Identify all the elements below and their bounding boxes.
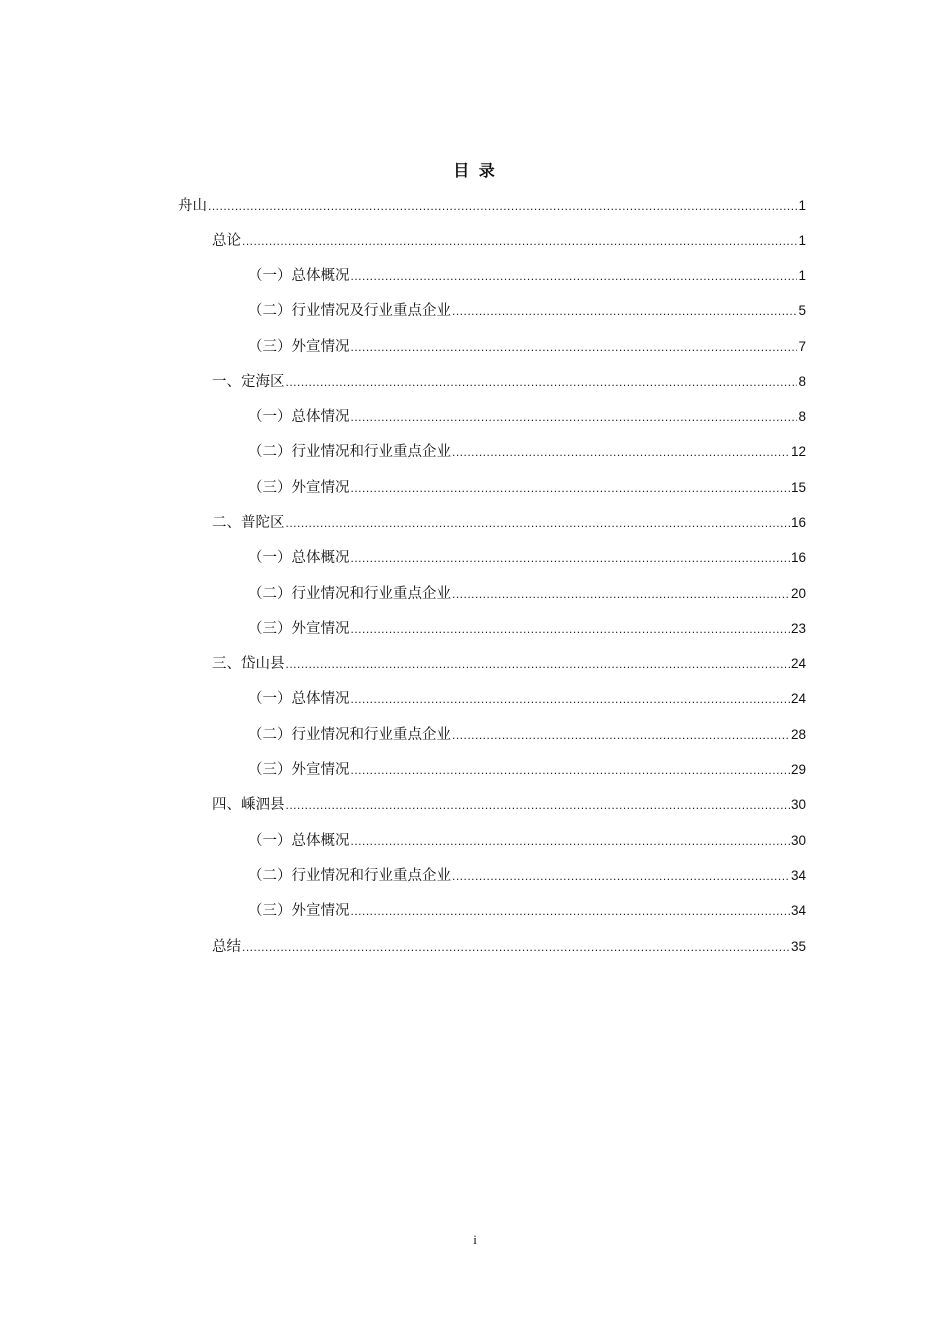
toc-entry-page: 23 — [790, 621, 806, 636]
toc-entry[interactable] — [248, 546, 806, 570]
toc-entry-page: 30 — [790, 797, 806, 812]
toc-entry-label: （一）总体概况 — [248, 268, 350, 284]
toc-entry[interactable] — [248, 476, 806, 500]
toc-entry-label: 四、嵊泗县 — [212, 797, 285, 813]
toc-entry-label: 二、普陀区 — [212, 515, 285, 531]
toc-entry-label: 总论 — [212, 233, 241, 249]
toc-dot-leader — [452, 723, 790, 747]
toc-dot-leader — [208, 194, 797, 218]
toc-entry[interactable] — [248, 440, 806, 464]
toc-entry[interactable] — [212, 935, 806, 959]
toc-entry-page: 12 — [790, 444, 806, 459]
toc-dot-leader — [242, 935, 790, 959]
toc-entry-label: （三）外宣情况 — [248, 903, 350, 919]
toc-entry[interactable] — [248, 299, 806, 323]
toc-entry[interactable] — [248, 758, 806, 782]
toc-dot-leader — [351, 405, 798, 429]
toc-entry-page: 16 — [790, 550, 806, 565]
toc-dot-leader — [351, 829, 790, 853]
toc-entry[interactable] — [212, 229, 806, 253]
toc-entry-page: 28 — [790, 727, 806, 742]
toc-entry[interactable] — [248, 617, 806, 641]
toc-entry-label: （一）总体情况 — [248, 691, 350, 707]
toc-dot-leader — [452, 299, 797, 323]
toc-entry-page: 8 — [798, 409, 806, 424]
toc-dot-leader — [452, 582, 790, 606]
toc-entry[interactable] — [248, 723, 806, 747]
toc-entry-label: 总结 — [212, 939, 241, 955]
toc-entry-label: （三）外宣情况 — [248, 621, 350, 637]
toc-entry[interactable] — [248, 899, 806, 923]
toc-dot-leader — [351, 758, 790, 782]
toc-dot-leader — [452, 864, 790, 888]
toc-entry-label: 三、岱山县 — [212, 656, 285, 672]
toc-entry[interactable] — [248, 864, 806, 888]
toc-dot-leader — [351, 687, 790, 711]
toc-entry-label: （二）行业情况及行业重点企业 — [248, 303, 451, 319]
toc-entry[interactable] — [212, 652, 806, 676]
toc-entry[interactable] — [212, 511, 806, 535]
toc-entry-label: （一）总体概况 — [248, 550, 350, 566]
toc-entry[interactable] — [178, 194, 806, 218]
toc-dot-leader — [351, 617, 790, 641]
toc-entry-label: （一）总体情况 — [248, 409, 350, 425]
toc-entry-page: 8 — [798, 374, 806, 389]
toc-entry-page: 5 — [798, 303, 806, 318]
toc-entry-page: 20 — [790, 586, 806, 601]
toc-entry-page: 30 — [790, 833, 806, 848]
toc-entry-label: （三）外宣情况 — [248, 339, 350, 355]
toc-entry[interactable] — [248, 335, 806, 359]
toc-dot-leader — [286, 370, 798, 394]
toc-dot-leader — [286, 511, 790, 535]
toc-entry-page: 29 — [790, 762, 806, 777]
toc-dot-leader — [351, 899, 790, 923]
toc-dot-leader — [286, 793, 790, 817]
toc-entry[interactable] — [248, 264, 806, 288]
toc-dot-leader — [286, 652, 790, 676]
toc-entry-label: （一）总体概况 — [248, 833, 350, 849]
toc-entry-page: 1 — [798, 198, 806, 213]
toc-entry[interactable] — [212, 793, 806, 817]
toc-entry-label: （二）行业情况和行业重点企业 — [248, 586, 451, 602]
toc-entry-page: 7 — [798, 339, 806, 354]
toc-entry-page: 16 — [790, 515, 806, 530]
toc-entry-label: （三）外宣情况 — [248, 762, 350, 778]
toc-entry[interactable] — [212, 370, 806, 394]
toc-entry-label: （二）行业情况和行业重点企业 — [248, 868, 451, 884]
toc-entry-page: 34 — [790, 868, 806, 883]
toc-dot-leader — [351, 476, 790, 500]
toc-entry[interactable] — [248, 582, 806, 606]
toc-entry-page: 24 — [790, 656, 806, 671]
toc-dot-leader — [242, 229, 797, 253]
toc-entry-label: 一、定海区 — [212, 374, 285, 390]
toc-dot-leader — [351, 335, 798, 359]
toc-entry[interactable] — [248, 687, 806, 711]
toc-dot-leader — [351, 546, 790, 570]
toc-entry-page: 35 — [790, 939, 806, 954]
toc-entry-page: 15 — [790, 480, 806, 495]
page-number-footer: i — [473, 1232, 477, 1247]
toc-entry-page: 1 — [798, 268, 806, 283]
toc-dot-leader — [351, 264, 798, 288]
toc-entry-page: 34 — [790, 903, 806, 918]
toc-dot-leader — [452, 440, 790, 464]
toc-entry[interactable] — [248, 829, 806, 853]
toc-entry-label: 舟山 — [178, 198, 207, 214]
toc-entry-label: （二）行业情况和行业重点企业 — [248, 727, 451, 743]
toc-entry-label: （二）行业情况和行业重点企业 — [248, 444, 451, 460]
toc-title: 目 录 — [453, 161, 497, 180]
toc-entry-label: （三）外宣情况 — [248, 480, 350, 496]
toc-entry-page: 1 — [798, 233, 806, 248]
toc-entry[interactable] — [248, 405, 806, 429]
toc-entry-page: 24 — [790, 691, 806, 706]
